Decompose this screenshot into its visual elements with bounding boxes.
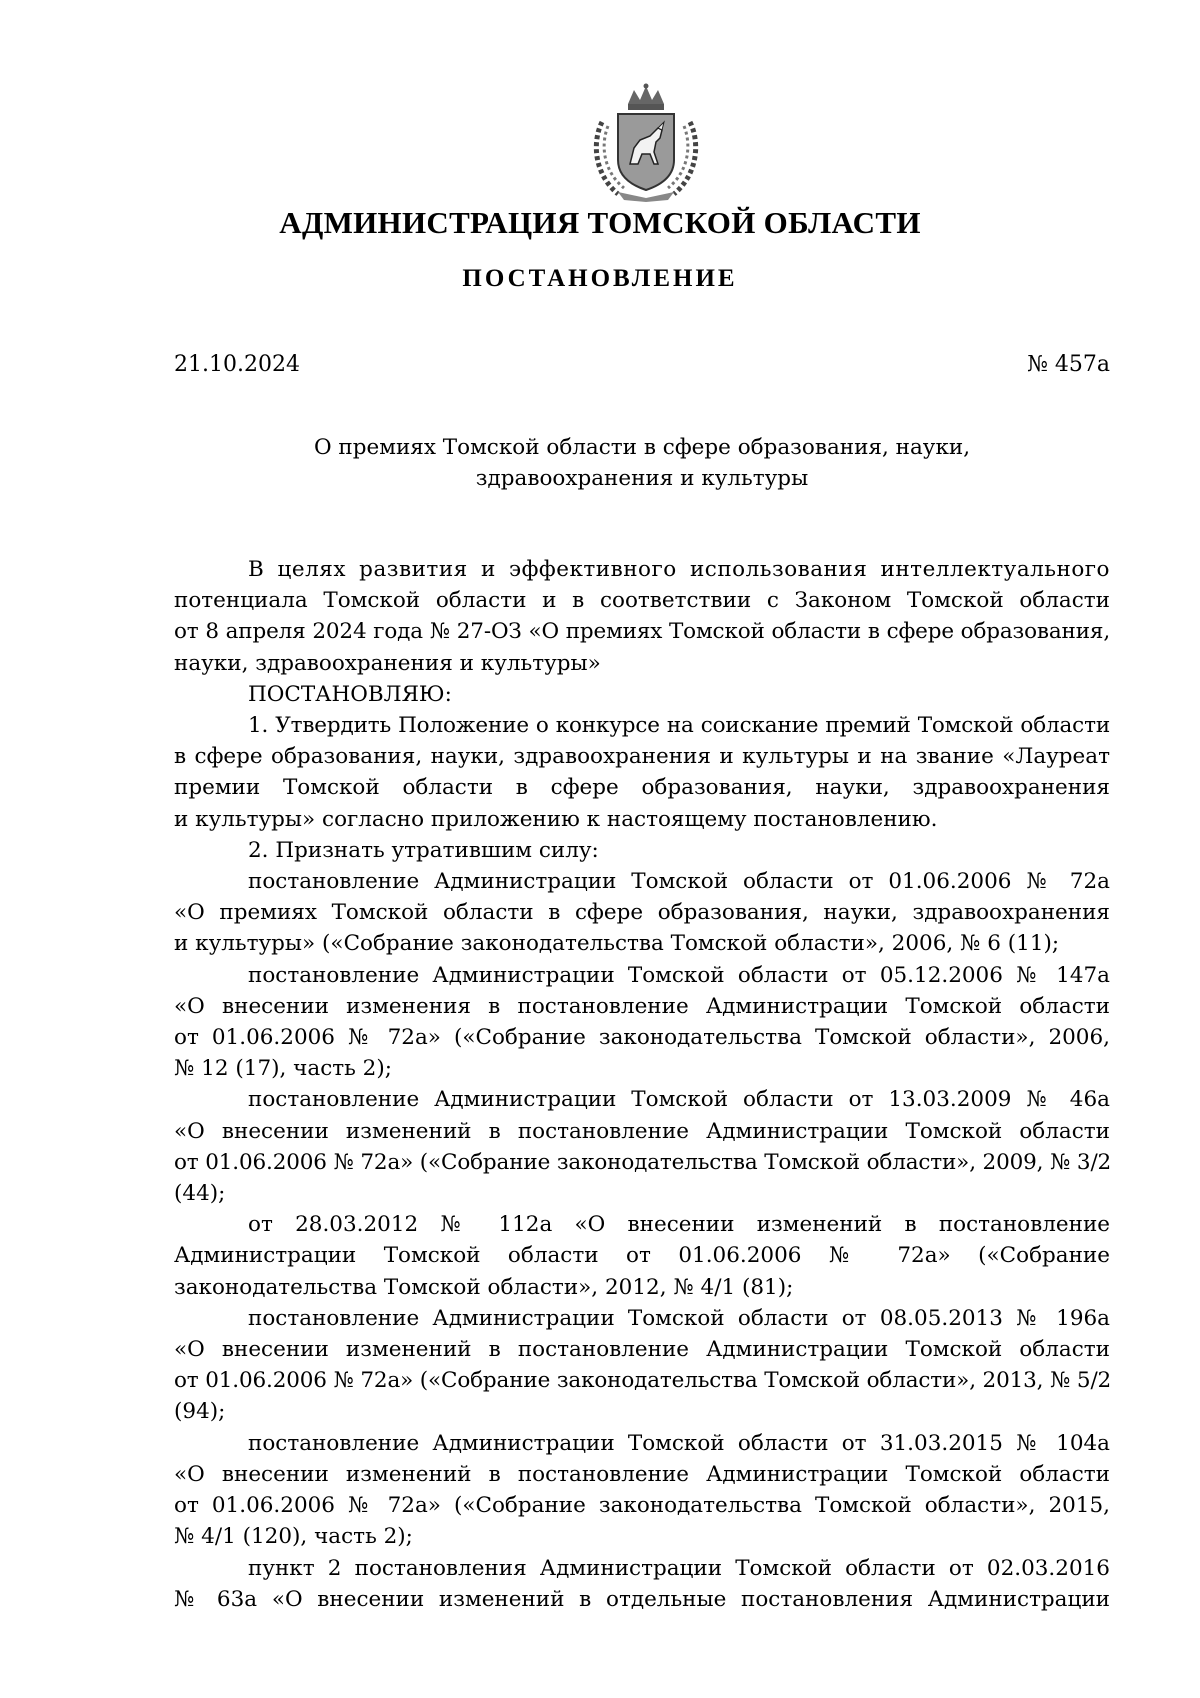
body-line: «О внесении изменений в постановление Администрации Томской области (174, 1337, 1110, 1363)
body-line: 1. Утвердить Положение о конкурсе на соискание премий Томской области (248, 713, 1110, 739)
body-line: и культуры» согласно приложению к настоящему постановлению. (174, 806, 938, 832)
body-line: от 8 апреля 2024 года № 27-ОЗ «О премиях Томской области в сфере образования, (174, 619, 1110, 645)
body-line: постановление Администрации Томской области от 13.03.2009 № 46а (248, 1087, 1110, 1113)
body-line: В целях развития и эффективного использования интеллектуального (248, 557, 1110, 582)
body-line: от 01.06.2006 № 72а» («Собрание законодательства Томской области», 2015, (174, 1493, 1110, 1519)
body-line: законодательства Томской области», 2012, № 4/1 (81); (174, 1274, 794, 1300)
body-line: постановление Администрации Томской области от 08.05.2013 № 196а (248, 1305, 1110, 1331)
body-line: «О внесении изменений в постановление Администрации Томской области (174, 1461, 1110, 1487)
body-line: от 01.06.2006 № 72а» («Собрание законодательства Томской области», 2006, (174, 1025, 1110, 1051)
body-line: в сфере образования, науки, здравоохранения и культуры и на звание «Лауреат (174, 744, 1110, 770)
body-line: постановление Администрации Томской области от 31.03.2015 № 104а (248, 1430, 1110, 1456)
subject-line: здравоохранения и культуры (475, 466, 809, 491)
body-line: постановление Администрации Томской области от 05.12.2006 № 147а (248, 962, 1110, 988)
body-line: (44); (174, 1181, 226, 1207)
organization-title: АДМИНИСТРАЦИЯ ТОМСКОЙ ОБЛАСТИ (279, 205, 921, 240)
coat-of-arms-emblem (588, 82, 704, 204)
body-line: от 01.06.2006 № 72а» («Собрание законодательства Томской области», 2013, № 5/2 (174, 1368, 1112, 1394)
document-body (174, 554, 1110, 1615)
body-line: от 28.03.2012 № 112а «О внесении изменений в постановление (248, 1212, 1110, 1238)
body-line: № 12 (17), часть 2); (174, 1056, 392, 1082)
body-line: «О премиях Томской области в сфере образования, науки, здравоохранения (174, 900, 1110, 926)
body-line: и культуры» («Собрание законодательства Томской области», 2006, № 6 (11); (174, 931, 1060, 957)
body-line: № 4/1 (120), часть 2); (174, 1524, 413, 1550)
document-date: 21.10.2024 (174, 352, 300, 377)
document-type-heading: ПОСТАНОВЛЕНИЕ (462, 265, 738, 292)
body-line: ПОСТАНОВЛЯЮ: (248, 681, 452, 707)
body-line: «О внесении изменений в постановление Администрации Томской области (174, 1118, 1110, 1144)
document-subject (174, 432, 1110, 494)
body-line: премии Томской области в сфере образования, науки, здравоохранения (174, 775, 1110, 801)
body-line: от 01.06.2006 № 72а» («Собрание законодательства Томской области», 2009, № 3/2 (174, 1149, 1112, 1175)
body-line: 2. Признать утратившим силу: (248, 837, 599, 863)
body-line: «О внесении изменения в постановление Администрации Томской области (174, 993, 1110, 1019)
body-line: постановление Администрации Томской области от 01.06.2006 № 72а (248, 869, 1110, 895)
body-line: пункт 2 постановления Администрации Томской области от 02.03.2016 (248, 1555, 1110, 1581)
document-number: № 457а (1027, 352, 1110, 377)
body-line: науки, здравоохранения и культуры» (174, 650, 601, 676)
body-line: потенциала Томской области и в соответствии с Законом Томской области (174, 588, 1110, 614)
body-line: Администрации Томской области от 01.06.2006 № 72а» («Собрание (174, 1243, 1110, 1269)
subject-line: О премиях Томской области в сфере образования, науки, (313, 435, 971, 460)
body-line: № 63а «О внесении изменений в отдельные постановления Администрации (174, 1586, 1110, 1612)
body-line: (94); (174, 1399, 226, 1425)
